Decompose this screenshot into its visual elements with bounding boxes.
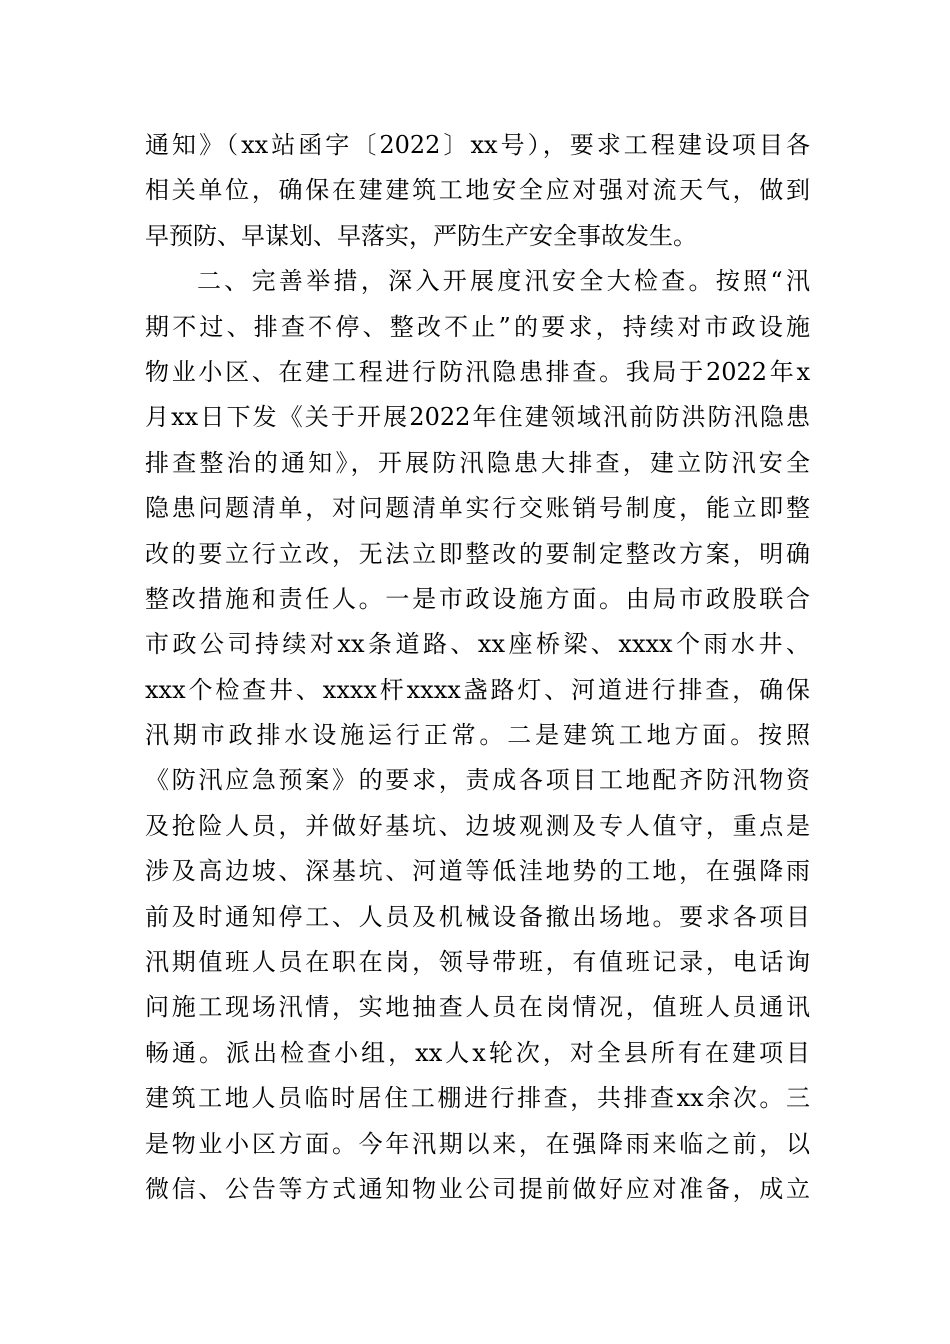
text-line-17: 涉及高边坡、深基坑、河道等低洼地势的工地，在强降雨 [145, 857, 810, 886]
text-line-15: 《防汛应急预案》的要求，责成各项目工地配齐防汛物资 [145, 766, 810, 795]
text-line-14: 汛期市政排水设施运行正常。二是建筑工地方面。按照 [145, 721, 810, 750]
text-line-2: 相关单位，确保在建建筑工地安全应对强对流天气，做到 [145, 176, 810, 205]
text-line-18: 前及时通知停工、人员及机械设备撤出场地。要求各项目 [145, 902, 810, 931]
text-line-11: 整改措施和责任人。一是市政设施方面。由局市政股联合 [145, 584, 810, 613]
text-line-23: 是物业小区方面。今年汛期以来，在强降雨来临之前，以 [145, 1129, 810, 1158]
text-line-22: 建筑工地人员临时居住工棚进行排查，共排查xx余次。三 [145, 1084, 810, 1113]
text-line-10: 改的要立行立改，无法立即整改的要制定整改方案，明确 [145, 539, 810, 568]
text-line-5: 期不过、排查不停、整改不止”的要求，持续对市政设施 [145, 312, 810, 341]
text-line-3: 早预防、早谋划、早落实，严防生产安全事故发生。 [145, 221, 697, 250]
text-line-7: 月xx日下发《关于开展2022年住建领域汛前防洪防汛隐患 [145, 403, 810, 432]
text-line-1: 通知》（xx站函字〔2022〕xx号），要求工程建设项目各 [145, 131, 810, 159]
body-text [145, 123, 810, 1212]
text-line-6: 物业小区、在建工程进行防汛隐患排查。我局于2022年x [145, 357, 810, 386]
text-line-4: 二、完善举措，深入开展度汛安全大检查。按照“汛 [197, 267, 810, 296]
text-line-21: 畅通。派出检查小组，xx人x轮次，对全县所有在建项目 [145, 1038, 810, 1067]
text-line-13: xxx个检查井、xxxx杆xxxx盏路灯、河道进行排查，确保 [145, 675, 810, 704]
text-line-20: 问施工现场汛情，实地抽查人员在岗情况，值班人员通讯 [145, 993, 810, 1022]
text-line-12: 市政公司持续对xx条道路、xx座桥梁、xxxx个雨水井、 [145, 630, 810, 659]
text-line-8: 排查整治的通知》，开展防汛隐患大排查，建立防汛安全 [145, 448, 810, 477]
text-line-9: 隐患问题清单，对问题清单实行交账销号制度，能立即整 [145, 494, 810, 523]
text-line-24: 微信、公告等方式通知物业公司提前做好应对准备，成立 [145, 1174, 810, 1203]
text-line-16: 及抢险人员，并做好基坑、边坡观测及专人值守，重点是 [145, 811, 810, 840]
text-line-19: 汛期值班人员在职在岗，领导带班，有值班记录，电话询 [145, 948, 810, 977]
